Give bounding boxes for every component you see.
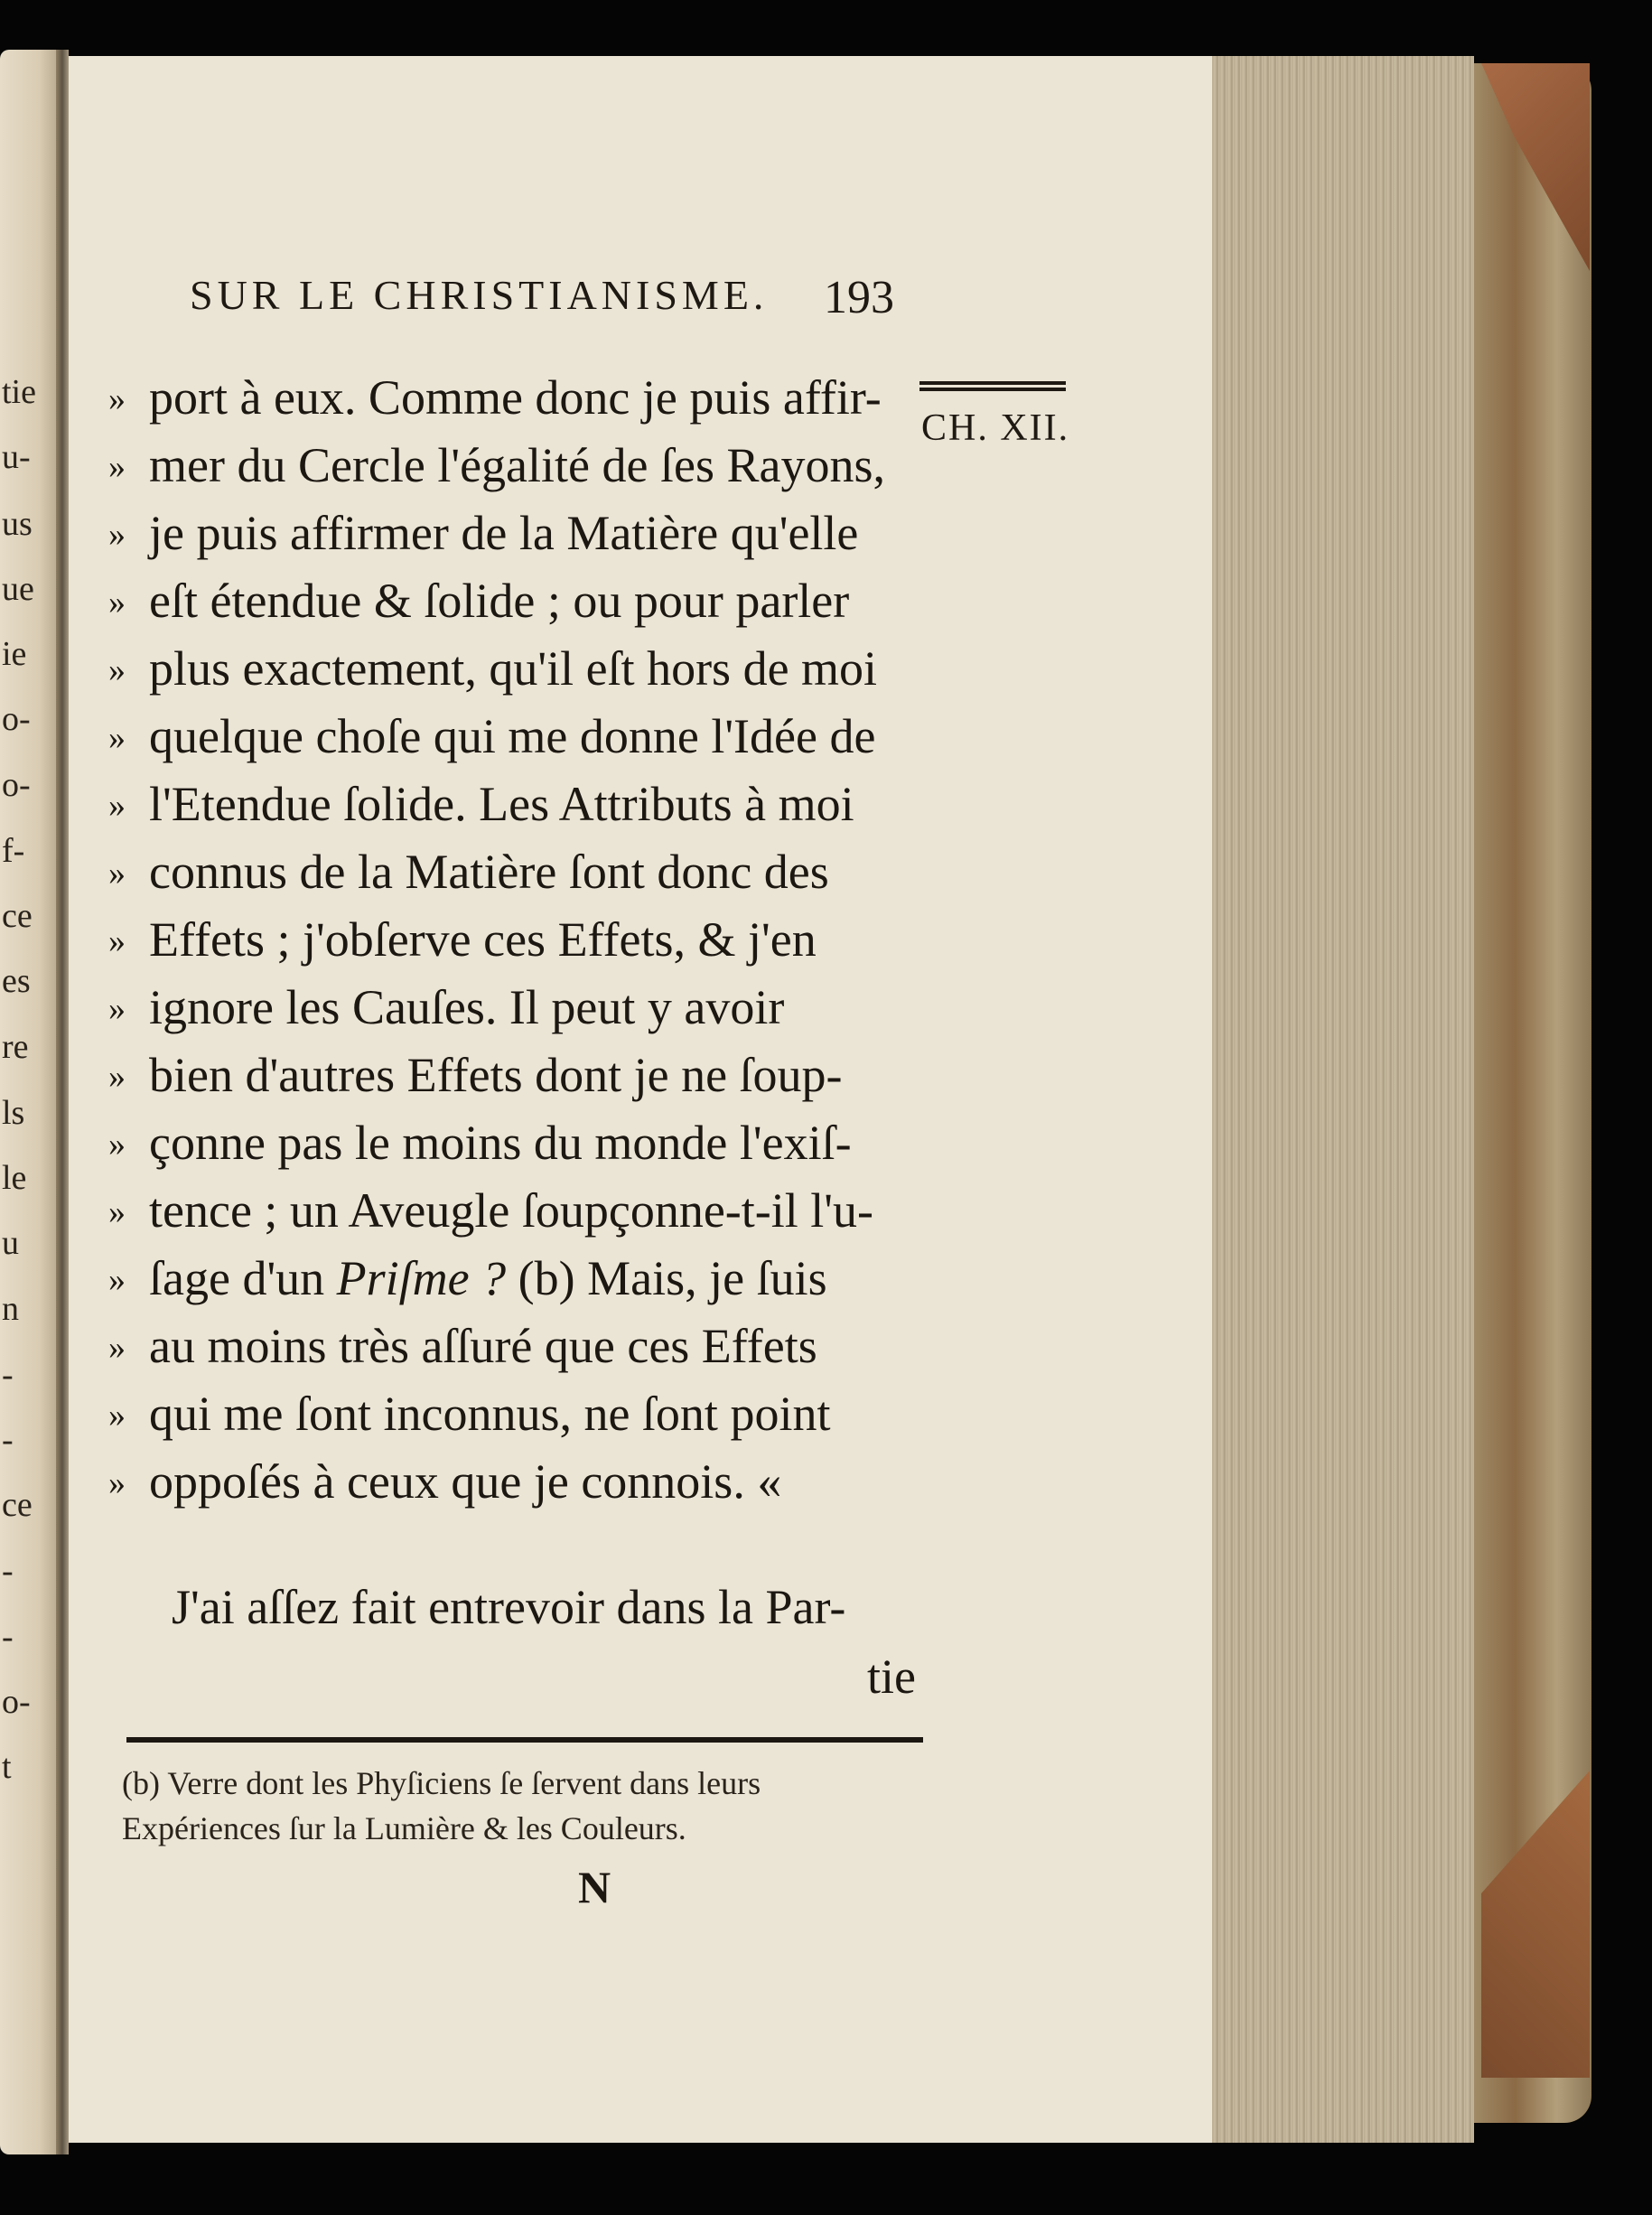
page-fore-edge <box>1212 56 1474 2143</box>
left-page-fragment: o- <box>2 700 31 738</box>
quote-mark: » <box>108 1261 126 1299</box>
left-page-fragment: ce <box>2 897 33 935</box>
left-page-fragment: o- <box>2 1683 31 1721</box>
text-line <box>108 434 921 497</box>
signature-mark: N <box>578 1862 611 1912</box>
left-page-fragment: f- <box>2 832 25 870</box>
text-line <box>108 1450 921 1513</box>
marginal-rule <box>919 381 1066 385</box>
quote-mark: » <box>108 1329 126 1367</box>
text-line <box>108 501 921 565</box>
quote-mark: » <box>108 1126 126 1164</box>
left-page-fragment: - <box>2 1356 14 1394</box>
quote-mark: » <box>108 1058 126 1096</box>
line-text: bien d'autres Effets dont je ne ſoup- <box>149 1048 843 1102</box>
text-line <box>108 705 921 768</box>
left-page-fragment: ie <box>2 635 27 673</box>
line-text: eſt étendue & ſolide ; ou pour parler <box>149 574 850 628</box>
line-text: ignore les Cauſes. Il peut y avoir <box>149 980 785 1034</box>
line-text: qui me ſont inconnus, ne ſont point <box>149 1387 831 1441</box>
line-text: Effets ; j'obſerve ces Effets, & j'en <box>149 912 817 967</box>
left-page-fragment: u- <box>2 438 31 476</box>
text-line <box>108 637 921 700</box>
left-page-fragment: tie <box>2 373 36 411</box>
catchword: tie <box>867 1650 916 1704</box>
chapter-marginal-note: CH. XII. <box>921 407 1070 449</box>
text-line <box>108 1247 921 1310</box>
line-text: quelque choſe qui me donne l'Idée de <box>149 709 876 763</box>
text-line <box>108 1043 921 1107</box>
footnote-rule <box>126 1737 923 1743</box>
quote-mark: » <box>108 1193 126 1231</box>
footnote-line: (b) Verre dont les Phyſiciens ſe ſervent dans leurs <box>122 1765 761 1801</box>
left-page-fragment: us <box>2 505 33 543</box>
quote-mark: » <box>108 719 126 757</box>
text-line <box>108 1314 921 1378</box>
running-head: SUR LE CHRISTIANISME. <box>190 272 769 318</box>
quote-mark: » <box>108 1397 126 1435</box>
quote-mark: » <box>108 922 126 960</box>
line-text: je puis affirmer de la Matière qu'elle <box>149 506 859 560</box>
line-text: oppoſés à ceux que je connois. « <box>149 1454 782 1509</box>
quote-mark: » <box>108 516 126 554</box>
line-text: connus de la Matière ſont donc des <box>149 845 829 899</box>
text-line <box>108 772 921 836</box>
left-page-fragment: es <box>2 962 31 1000</box>
line-text: ſage d'un <box>149 1251 337 1305</box>
left-page-fragment: le <box>2 1159 27 1197</box>
text-line <box>108 366 921 429</box>
left-page-fragment: ls <box>2 1094 25 1132</box>
line-text-continued: (b) Mais, je ſuis <box>506 1251 827 1305</box>
line-text: l'Etendue ſolide. Les Attributs à moi <box>149 777 854 831</box>
quote-mark: » <box>108 584 126 622</box>
quote-mark: » <box>108 787 126 825</box>
quote-mark: » <box>108 855 126 893</box>
facing-page-left <box>0 50 56 2154</box>
text-line <box>108 1111 921 1174</box>
left-page-fragment: ce <box>2 1486 33 1524</box>
left-page-fragment: n <box>2 1290 19 1328</box>
line-text: port à eux. Comme donc je puis affir- <box>149 370 882 425</box>
line-text: au moins très aſſuré que ces Effets <box>149 1319 817 1373</box>
footnote-line: Expériences ſur la Lumière & les Couleurs. <box>122 1810 686 1846</box>
page-number: 193 <box>824 272 894 323</box>
left-page-fragment: - <box>2 1618 14 1656</box>
quote-mark: » <box>108 380 126 418</box>
left-page-fragment: re <box>2 1028 29 1066</box>
quote-mark: » <box>108 1464 126 1502</box>
line-text: plus exactement, qu'il eſt hors de moi <box>149 641 878 696</box>
left-page-fragment: u <box>2 1224 19 1262</box>
text-line <box>108 908 921 971</box>
left-page-fragment: - <box>2 1552 14 1590</box>
line-text: mer du Cercle l'égalité de ſes Rayons, <box>149 438 885 492</box>
left-page-fragment: o- <box>2 766 31 804</box>
left-page-fragment: ue <box>2 570 34 608</box>
text-line <box>108 569 921 632</box>
line-text: çonne pas le moins du monde l'exiſ- <box>149 1116 852 1170</box>
italic-word-prisme: Priſme ? <box>336 1251 507 1305</box>
text-line <box>108 1179 921 1242</box>
text-line <box>108 1382 921 1445</box>
quote-mark: » <box>108 990 126 1028</box>
text-line <box>108 976 921 1039</box>
paragraph-start: J'ai aſſez fait entrevoir dans la Par- <box>172 1580 846 1634</box>
text-line <box>108 840 921 903</box>
quote-mark: » <box>108 448 126 486</box>
left-page-fragment: t <box>2 1748 12 1786</box>
left-page-fragment: - <box>2 1421 14 1459</box>
quote-mark: » <box>108 651 126 689</box>
line-text: tence ; un Aveugle ſoupçonne-t-il l'u- <box>149 1183 873 1238</box>
book-gutter <box>56 50 69 2154</box>
